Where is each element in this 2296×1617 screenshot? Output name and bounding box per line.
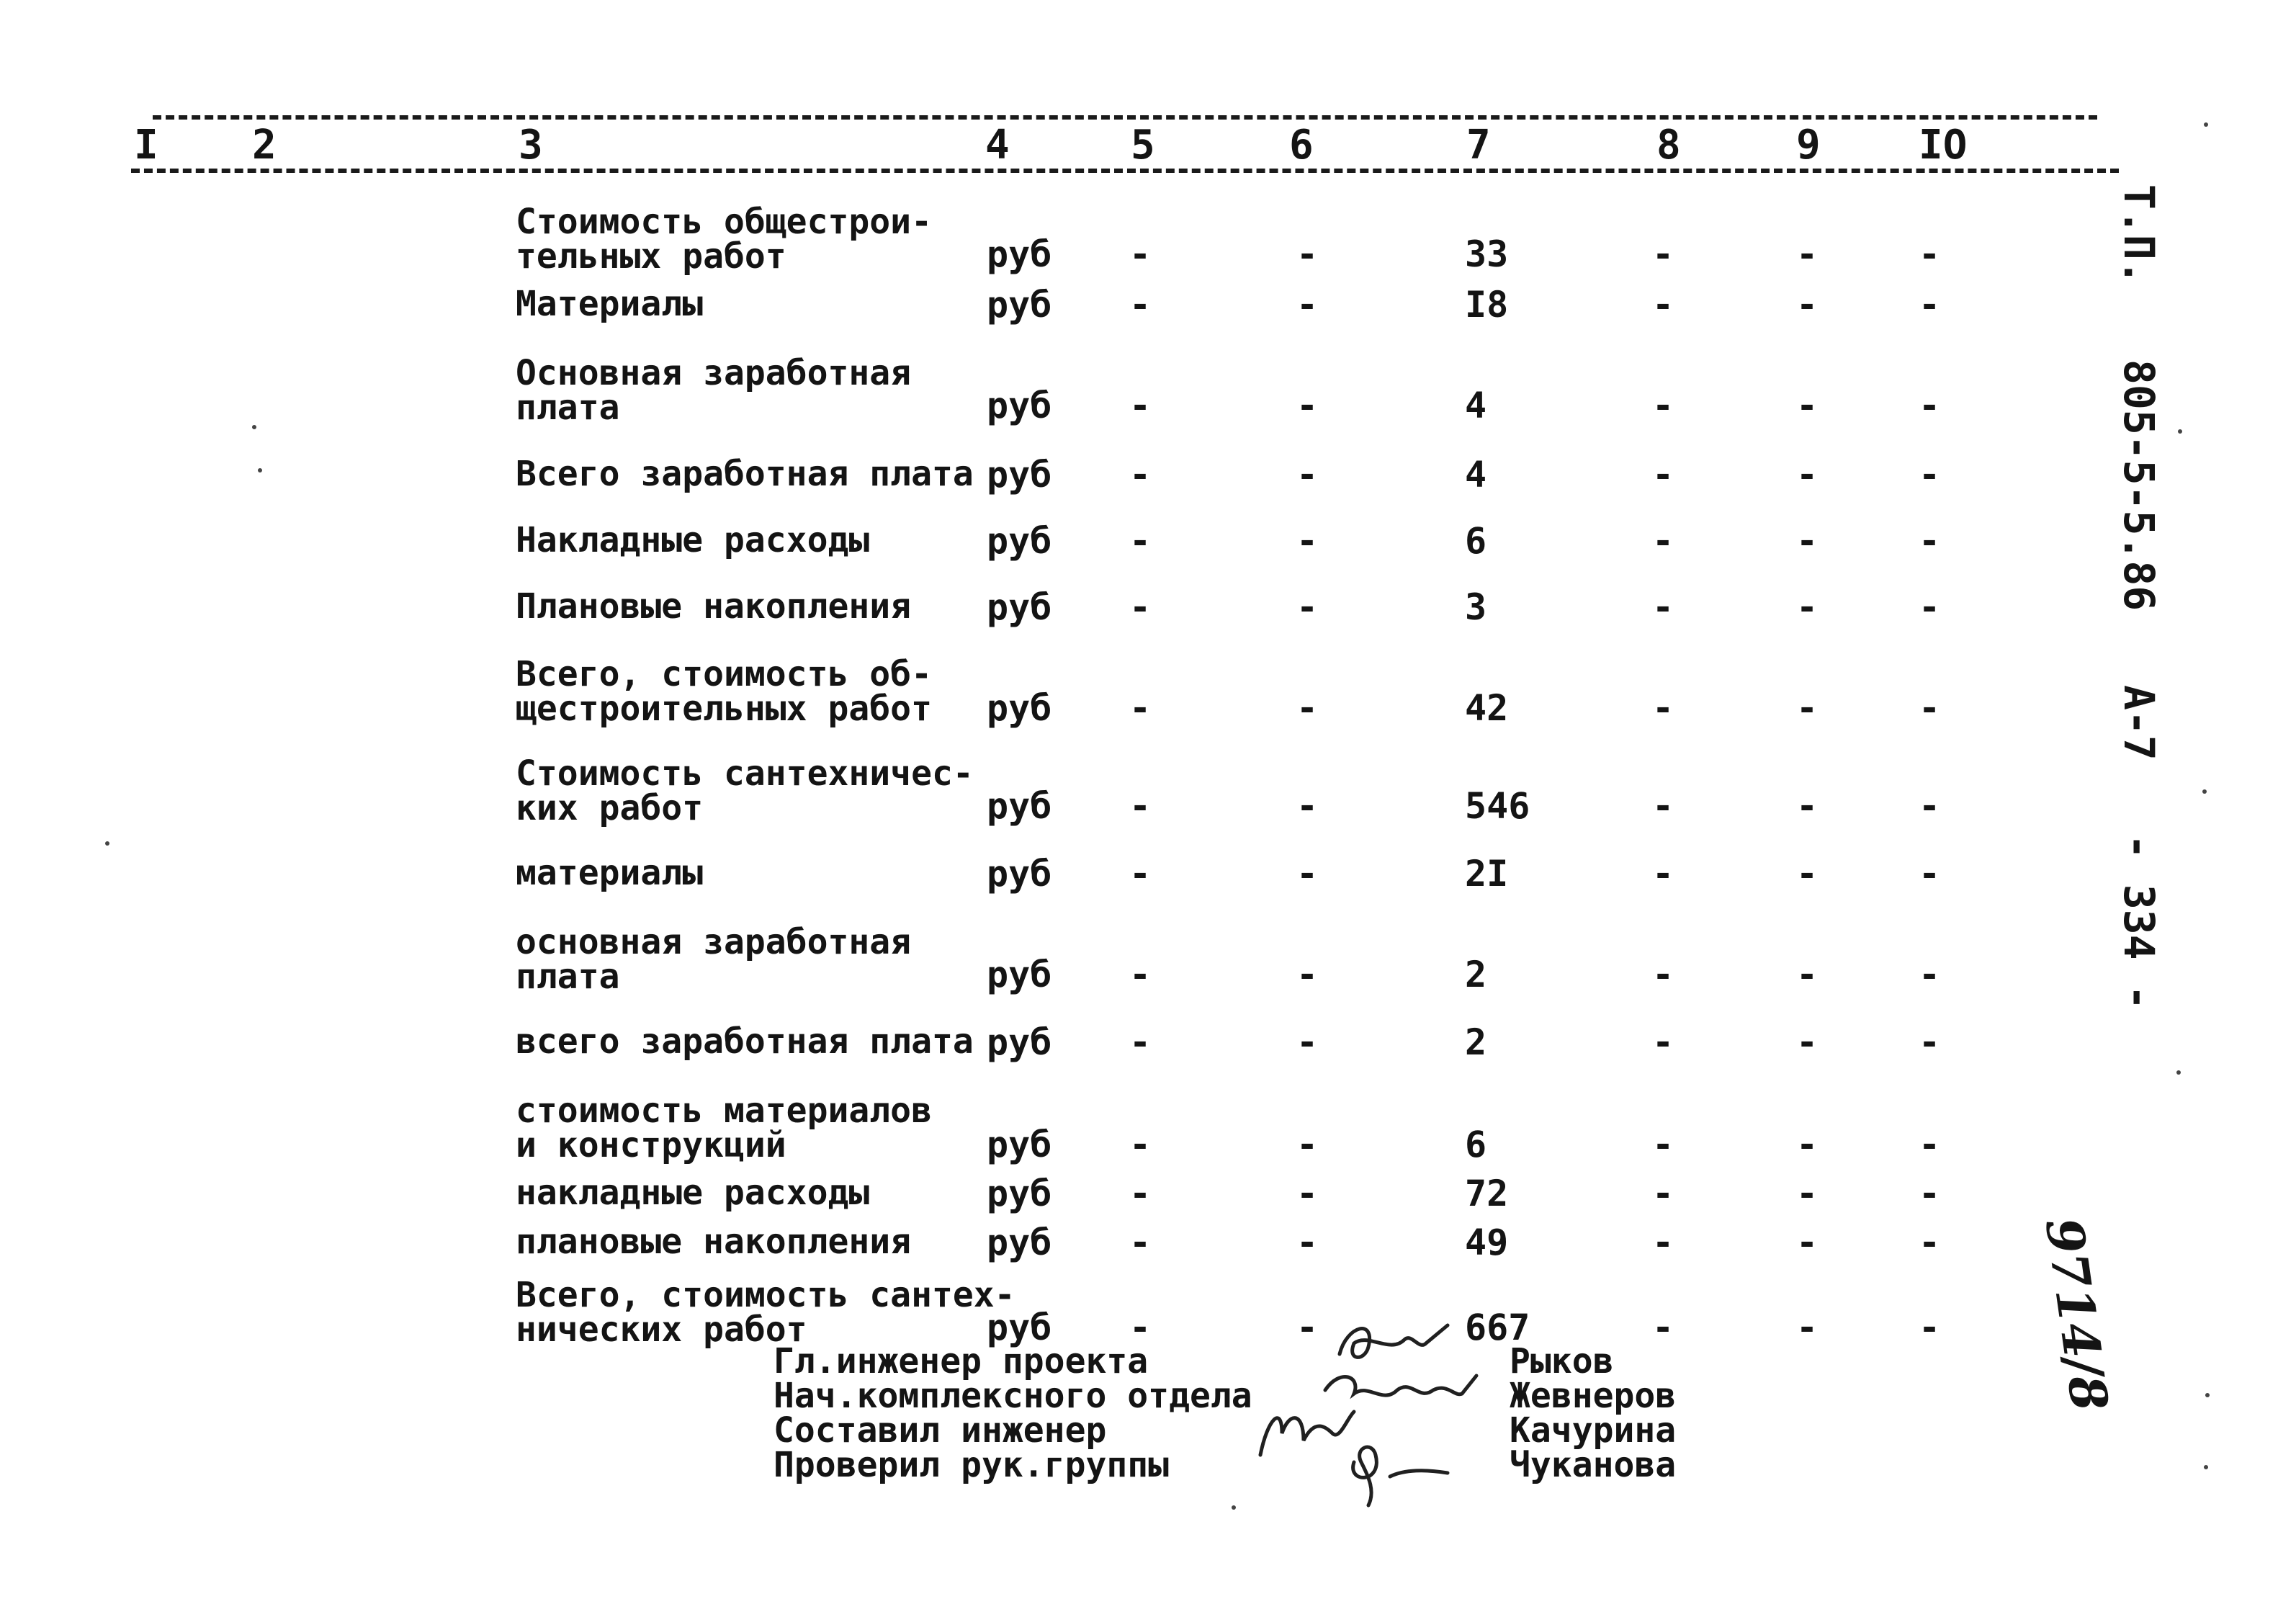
col6-cell: - [1296, 233, 1319, 275]
col-header-4: 4 [985, 122, 1010, 169]
col9-cell: - [1796, 1021, 1819, 1063]
col10-cell: - [1919, 785, 1941, 827]
col10-cell: - [1919, 853, 1941, 895]
col7-value: 33 [1465, 233, 1509, 275]
col8-cell: - [1652, 687, 1674, 729]
unit-cell: руб [987, 1222, 1052, 1263]
scan-speck [2204, 122, 2208, 127]
col5-cell: - [1129, 687, 1152, 729]
col7-value: 2I [1465, 853, 1509, 895]
col-header-10: IO [1919, 122, 1968, 169]
col7-value: 72 [1465, 1173, 1509, 1214]
project-number: 805-5-5.86 [2115, 359, 2163, 611]
row-label: Плановые накопления [516, 586, 912, 627]
top-rule [153, 115, 2097, 120]
scan-speck [1232, 1505, 1236, 1510]
col8-cell: - [1652, 1307, 1674, 1348]
col10-cell: - [1919, 954, 1941, 995]
col5-cell: - [1129, 1021, 1152, 1063]
unit-cell: руб [987, 284, 1052, 326]
col7-value: 4 [1465, 385, 1487, 426]
scan-speck [258, 468, 262, 472]
col6-cell: - [1296, 520, 1319, 562]
col5-cell: - [1129, 853, 1152, 895]
unit-cell: руб [987, 1021, 1052, 1063]
row-label: стоимость материалов и конструкций [516, 1090, 932, 1165]
row-label: всего заработная плата [516, 1021, 974, 1062]
unit-cell: руб [987, 586, 1052, 628]
unit-cell: руб [987, 233, 1052, 275]
signatory-name: Качурина [1510, 1410, 1677, 1451]
col10-cell: - [1919, 233, 1941, 275]
col6-cell: - [1296, 853, 1319, 895]
unit-cell: руб [987, 785, 1052, 827]
col8-cell: - [1652, 1222, 1674, 1263]
unit-cell: руб [987, 1124, 1052, 1165]
col5-cell: - [1129, 520, 1152, 562]
row-label: плановые накопления [516, 1222, 912, 1262]
scan-speck [2204, 1465, 2208, 1469]
col6-cell: - [1296, 687, 1319, 729]
col6-cell: - [1296, 1021, 1319, 1063]
col10-cell: - [1919, 385, 1941, 426]
row-label: Всего, стоимость сантех- нических работ [516, 1275, 1015, 1350]
row-label: Материалы [516, 284, 704, 324]
row-label: материалы [516, 853, 704, 893]
col-header-9: 9 [1796, 122, 1821, 169]
signatory-name: Чуканова [1510, 1445, 1677, 1485]
col6-cell: - [1296, 284, 1319, 326]
scan-speck [2178, 429, 2182, 434]
col10-cell: - [1919, 586, 1941, 628]
col10-cell: - [1919, 520, 1941, 562]
col9-cell: - [1796, 233, 1819, 275]
unit-cell: руб [987, 520, 1052, 562]
col8-cell: - [1652, 785, 1674, 827]
row-label: Стоимость сантехничес- ких работ [516, 753, 974, 828]
col9-cell: - [1796, 586, 1819, 628]
scan-speck [2205, 1393, 2210, 1397]
col7-value: 6 [1465, 1124, 1487, 1165]
col10-cell: - [1919, 687, 1941, 729]
col6-cell: - [1296, 1124, 1319, 1165]
col5-cell: - [1129, 785, 1152, 827]
col8-cell: - [1652, 1124, 1674, 1165]
col-header-8: 8 [1656, 122, 1681, 169]
album-code: А-7 [2115, 684, 2163, 761]
col9-cell: - [1796, 454, 1819, 496]
col10-cell: - [1919, 1124, 1941, 1165]
col8-cell: - [1652, 454, 1674, 496]
col9-cell: - [1796, 385, 1819, 426]
col5-cell: - [1129, 1222, 1152, 1263]
col7-value: 4 [1465, 454, 1487, 496]
col6-cell: - [1296, 586, 1319, 628]
scan-speck [2202, 789, 2207, 794]
row-label: Всего заработная плата [516, 454, 974, 494]
document-code-vertical [2117, 184, 2161, 1060]
inventory-number: 9714/8 [2033, 1214, 2120, 1415]
col6-cell: - [1296, 954, 1319, 995]
col7-value: 3 [1465, 586, 1487, 628]
col9-cell: - [1796, 520, 1819, 562]
col8-cell: - [1652, 520, 1674, 562]
col9-cell: - [1796, 853, 1819, 895]
unit-cell: руб [987, 954, 1052, 995]
unit-cell: руб [987, 687, 1052, 729]
row-label: Основная заработная плата [516, 353, 912, 428]
row-label: Всего, стоимость об- щестроительных работ [516, 654, 932, 729]
col-header-3: 3 [519, 122, 543, 169]
col8-cell: - [1652, 853, 1674, 895]
signatory-title: Проверил рук.группы [773, 1445, 1170, 1485]
unit-cell: руб [987, 385, 1052, 426]
col8-cell: - [1652, 1173, 1674, 1214]
signatory-name: Рыков [1510, 1341, 1614, 1381]
signatory-title: Гл.инженер проекта [773, 1341, 1149, 1381]
col8-cell: - [1652, 954, 1674, 995]
col5-cell: - [1129, 284, 1152, 326]
col6-cell: - [1296, 454, 1319, 496]
col-header-1: I [134, 122, 158, 169]
col9-cell: - [1796, 1124, 1819, 1165]
col8-cell: - [1652, 233, 1674, 275]
col7-value: 2 [1465, 1021, 1487, 1063]
col9-cell: - [1796, 1307, 1819, 1348]
row-label: Стоимость общестрои- тельных работ [516, 202, 932, 277]
col-header-2: 2 [252, 122, 277, 169]
col5-cell: - [1129, 1124, 1152, 1165]
row-label: основная заработная плата [516, 922, 912, 997]
col7-value: 667 [1465, 1307, 1530, 1348]
col7-value: 49 [1465, 1222, 1509, 1263]
col6-cell: - [1296, 785, 1319, 827]
col-header-6: 6 [1289, 122, 1314, 169]
col10-cell: - [1919, 1021, 1941, 1063]
signatory-title: Составил инженер [773, 1410, 1107, 1451]
col7-value: 42 [1465, 687, 1509, 729]
col10-cell: - [1919, 1307, 1941, 1348]
col5-cell: - [1129, 1307, 1152, 1348]
col10-cell: - [1919, 454, 1941, 496]
col8-cell: - [1652, 385, 1674, 426]
col-header-5: 5 [1131, 122, 1155, 169]
scan-speck [252, 425, 256, 429]
row-label: Накладные расходы [516, 520, 870, 560]
signatory-name: Жевнеров [1510, 1376, 1677, 1416]
col6-cell: - [1296, 1222, 1319, 1263]
header-rule [131, 169, 2119, 173]
col6-cell: - [1296, 385, 1319, 426]
col7-value: 2 [1465, 954, 1487, 995]
col5-cell: - [1129, 233, 1152, 275]
col8-cell: - [1652, 1021, 1674, 1063]
handwritten-signature [1340, 1433, 1455, 1513]
page-number: - 334 - [2115, 834, 2163, 1011]
row-label: накладные расходы [516, 1173, 870, 1213]
col5-cell: - [1129, 954, 1152, 995]
series-code: Т.П. [2115, 184, 2163, 285]
scan-speck [2176, 1070, 2181, 1075]
col8-cell: - [1652, 284, 1674, 326]
col9-cell: - [1796, 785, 1819, 827]
col9-cell: - [1796, 954, 1819, 995]
col9-cell: - [1796, 1173, 1819, 1214]
unit-cell: руб [987, 454, 1052, 496]
col7-value: 546 [1465, 785, 1530, 827]
unit-cell: руб [987, 853, 1052, 895]
unit-cell: руб [987, 1173, 1052, 1214]
col5-cell: - [1129, 454, 1152, 496]
col10-cell: - [1919, 1173, 1941, 1214]
unit-cell: руб [987, 1307, 1052, 1348]
col8-cell: - [1652, 586, 1674, 628]
col10-cell: - [1919, 284, 1941, 326]
col5-cell: - [1129, 1173, 1152, 1214]
col10-cell: - [1919, 1222, 1941, 1263]
col9-cell: - [1796, 284, 1819, 326]
col6-cell: - [1296, 1307, 1319, 1348]
col6-cell: - [1296, 1173, 1319, 1214]
col9-cell: - [1796, 687, 1819, 729]
col-header-7: 7 [1466, 122, 1491, 169]
signatory-title: Нач.комплексного отдела [773, 1376, 1252, 1416]
col7-value: 6 [1465, 520, 1487, 562]
col5-cell: - [1129, 586, 1152, 628]
col5-cell: - [1129, 385, 1152, 426]
col7-value: I8 [1465, 284, 1509, 326]
scan-speck [105, 841, 109, 846]
col9-cell: - [1796, 1222, 1819, 1263]
